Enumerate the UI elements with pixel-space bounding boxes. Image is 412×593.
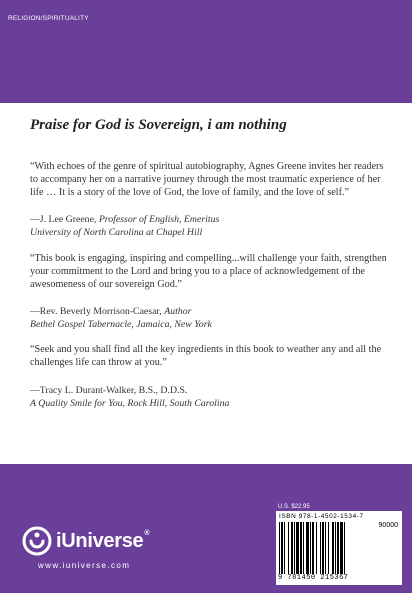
quote-author: —Rev. Beverly Morrison-Caesar, xyxy=(30,306,165,317)
price-label: U.S. $22.95 xyxy=(278,504,310,510)
barcode xyxy=(276,511,402,585)
quote-role: Author xyxy=(164,306,192,317)
quote-attribution xyxy=(30,305,392,331)
quote-affiliation: Bethel Gospel Tabernacle, Jamaica, New York xyxy=(30,319,212,330)
quote-author: —Tracy L. Durant-Walker, B.S., D.D.S. xyxy=(30,385,188,396)
publisher-logo xyxy=(22,526,149,556)
category-label: RELIGION/SPIRITUALITY xyxy=(8,15,89,22)
quote-text: “Seek and you shall find all the key ingredients in this book to weather any and all the challenges life can throw at you.” xyxy=(30,344,382,368)
barcode-addon: 90000 xyxy=(378,522,398,529)
barcode-digits: 9 781450 215367 xyxy=(278,574,349,582)
barcode-bars xyxy=(279,522,371,574)
quote-attribution xyxy=(30,384,392,410)
isbn-text: ISBN 978-1-4502-1534-7 xyxy=(279,513,364,520)
quote-author: —J. Lee Greene, xyxy=(30,214,99,225)
publisher-name: iUniverse® xyxy=(56,529,150,552)
quote-affiliation: University of North Carolina at Chapel Hill xyxy=(30,227,203,238)
quote-role: Professor of English, Emeritus xyxy=(98,214,220,225)
iuniverse-swirl-icon xyxy=(22,526,52,556)
praise-heading: Praise for God is Sovereign, i am nothing xyxy=(30,117,287,133)
quote-text: “With echoes of the genre of spiritual autobiography, Agnes Greene invites her readers to accompany her on a narrative journey through the most traumatic experience of her life … It is a story of the love of God, the love of family, and the love of self.” xyxy=(30,161,384,198)
quote-affiliation: A Quality Smile for You, Rock Hill, South Carolina xyxy=(30,398,230,409)
publisher-website: www.iuniverse.com xyxy=(38,561,131,570)
quote-text: “This book is engaging, inspiring and compelling...will challenge your faith, strengthen your commitment to the Lord and bring you to a place of acknowledgement of the awesomeness of our sovereign God.” xyxy=(30,253,387,290)
quote-attribution xyxy=(30,213,392,239)
